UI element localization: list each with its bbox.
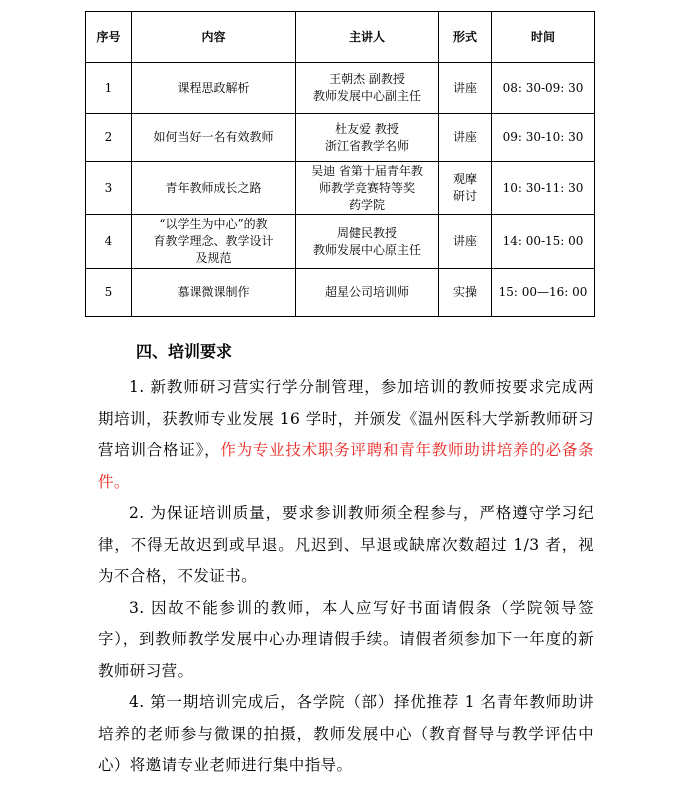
paragraph-1-text: 1. 新教师研习营实行学分制管理，参加培训的教师按要求完成两期培训，获教师专业发展 16 学时，并颁发《温州医科大学新教师研习营培训合格证》，	[98, 378, 594, 459]
cell-speaker-line: 教师发展中心副主任	[312, 89, 421, 103]
schedule-table	[85, 11, 595, 317]
paragraph-3: 3. 因故不能参训的教师，本人应写好书面请假条（学院领导签字），到教师教学发展中心办理请假手续。请假者须参加下一年度的新教师研习营。	[98, 598, 594, 680]
cell-seq: 1	[86, 63, 132, 114]
cell-content	[132, 63, 296, 114]
header-time: 时间	[492, 12, 595, 63]
section-title: 四、培训要求	[136, 342, 233, 361]
cell-speaker-line: 教师发展中心原主任	[312, 242, 421, 257]
paragraph-4: 4. 第一期培训完成后，各学院（部）择优推荐 1 名青年教师助讲培养的老师参与微课的拍摄，教师发展中心（教育督导与教学评估中心）将邀请专业老师进行集中指导。	[98, 693, 594, 774]
section-body	[98, 372, 594, 782]
cell-format-line: 研讨	[452, 189, 477, 203]
cell-time: 08: 30-09: 30	[492, 63, 595, 114]
cell-content-line: 课程思政解析	[177, 80, 250, 95]
cell-speaker-line: 周健民教授	[336, 225, 397, 240]
cell-format-line: 观摩	[452, 172, 477, 186]
paragraph-2: 2. 为保证培训质量，要求参训教师须全程参与，严格遵守学习纪律，不得无故迟到或早退。凡迟到、早退或缺席次数超过 1/3 者，视为不合格，不发证书。	[98, 504, 594, 585]
cell-speaker	[296, 215, 439, 269]
table-row	[86, 63, 595, 114]
cell-seq: 5	[86, 269, 132, 317]
cell-content-line: 育教学理念、教学设计	[153, 234, 274, 248]
cell-speaker-line: 杜友爱 教授	[335, 121, 399, 136]
cell-speaker-line: 浙江省教学名师	[324, 138, 409, 153]
cell-format	[439, 63, 492, 114]
cell-format	[439, 269, 492, 317]
cell-content-line: 青年教师成长之路	[165, 180, 262, 195]
cell-speaker	[296, 114, 439, 162]
table-row	[86, 269, 595, 317]
cell-format	[439, 162, 492, 215]
cell-content-line: “以学生为中心”的教	[159, 217, 268, 231]
cell-content-line: 及规范	[195, 251, 232, 265]
cell-speaker-line: 王朝杰 副教授	[329, 72, 405, 86]
cell-format-line: 实操	[452, 285, 477, 299]
cell-seq: 3	[86, 162, 132, 215]
cell-speaker	[296, 63, 439, 114]
paragraph-1-highlight: 作为专业技术职务评聘和青年教师助讲培养的必备条件。	[98, 441, 594, 491]
header-content: 内容	[132, 12, 296, 63]
cell-time: 10: 30-11: 30	[492, 162, 595, 215]
table-row	[86, 162, 595, 215]
cell-content	[132, 114, 296, 162]
paragraph-1	[98, 372, 594, 498]
cell-format-line: 讲座	[452, 234, 477, 248]
cell-content	[132, 269, 296, 317]
cell-format-line: 讲座	[452, 80, 477, 95]
cell-speaker-line: 药学院	[348, 197, 385, 212]
cell-time: 09: 30-10: 30	[492, 114, 595, 162]
cell-seq: 4	[86, 215, 132, 269]
cell-time: 15: 00—16: 00	[492, 269, 595, 317]
cell-format	[439, 114, 492, 162]
cell-content	[132, 162, 296, 215]
table-row	[86, 114, 595, 162]
cell-speaker	[296, 162, 439, 215]
cell-content-line: 如何当好一名有效教师	[153, 130, 274, 144]
cell-time: 14: 00-15: 00	[492, 215, 595, 269]
table-header-row	[86, 12, 595, 63]
cell-format	[439, 215, 492, 269]
cell-speaker	[296, 269, 439, 317]
cell-content	[132, 215, 296, 269]
header-speaker: 主讲人	[296, 12, 439, 63]
table-row	[86, 215, 595, 269]
cell-seq: 2	[86, 114, 132, 162]
header-seq: 序号	[86, 12, 132, 63]
cell-speaker-line: 吴迪 省第十届青年教	[311, 163, 423, 178]
cell-format-line: 讲座	[452, 130, 477, 144]
cell-content-line: 慕课微课制作	[177, 285, 250, 299]
cell-speaker-line: 师教学竞赛特等奖	[318, 180, 415, 195]
cell-speaker-line: 超星公司培训师	[324, 285, 409, 299]
header-format: 形式	[439, 12, 492, 63]
